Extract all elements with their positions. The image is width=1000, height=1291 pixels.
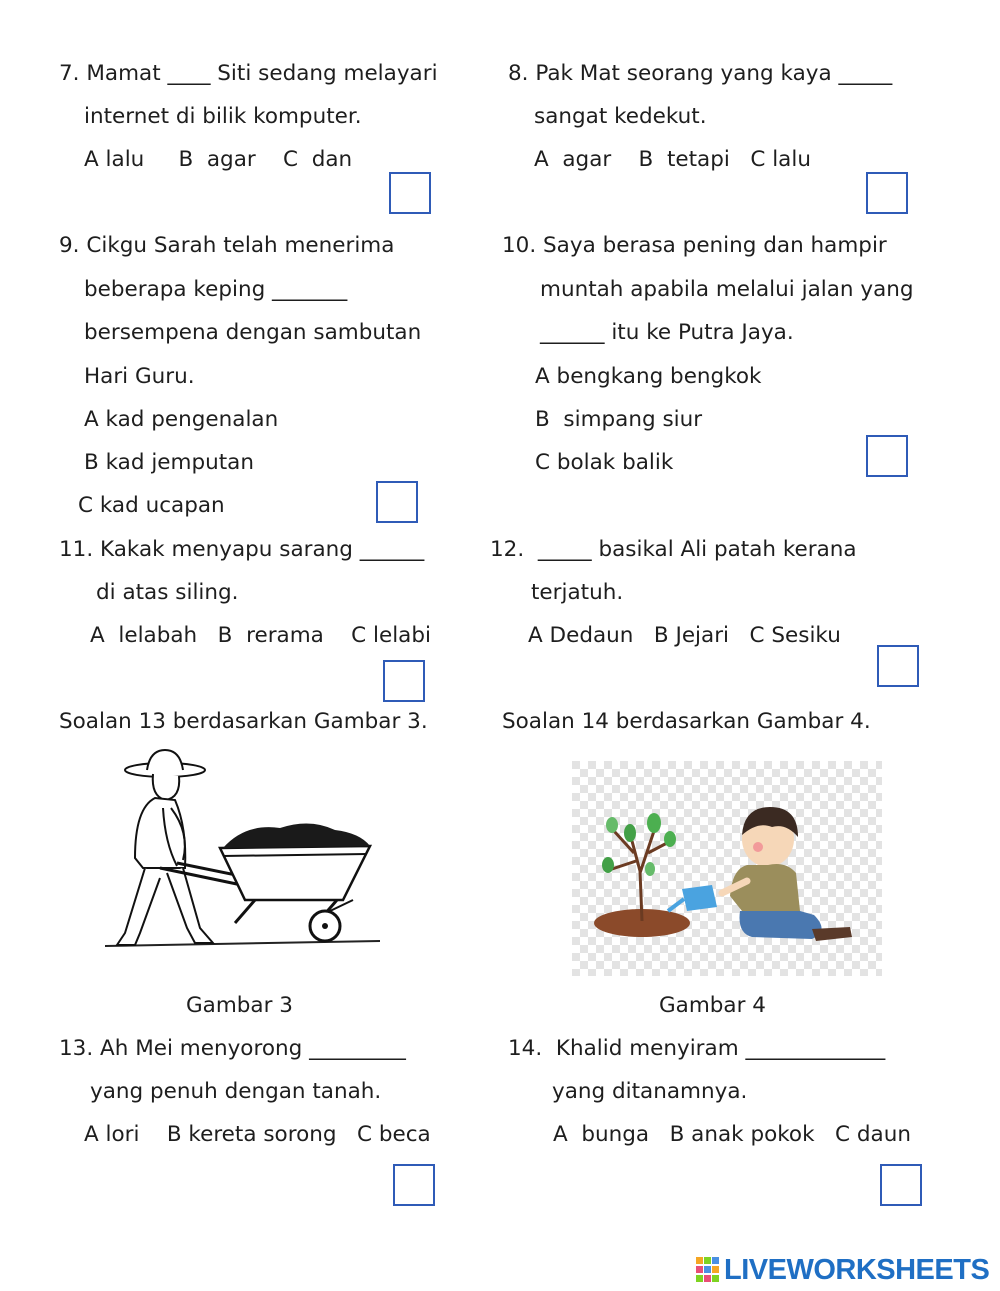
q7-answer-box[interactable]	[389, 172, 431, 214]
q11-line1: 11. Kakak menyapu sarang ______	[59, 537, 425, 562]
q7-line1: 7. Mamat ____ Siti sedang melayari	[59, 61, 438, 86]
q9-line4: Hari Guru.	[84, 364, 195, 389]
q9-line3: bersempena dengan sambutan	[84, 320, 422, 345]
gambar-3-caption: Gambar 3	[186, 993, 293, 1018]
q10-line1: 10. Saya berasa pening dan hampir	[502, 233, 887, 258]
q12-options: A Dedaun B Jejari C Sesiku	[528, 623, 841, 648]
q14-intro: Soalan 14 berdasarkan Gambar 4.	[502, 709, 871, 734]
gambar-4-caption: Gambar 4	[659, 993, 766, 1018]
q8-line1: 8. Pak Mat seorang yang kaya _____	[508, 61, 893, 86]
q14-options: A bunga B anak pokok C daun	[553, 1122, 911, 1147]
q10-option-a: A bengkang bengkok	[535, 364, 762, 389]
watering-plant-picture	[572, 761, 882, 976]
q9-option-b: B kad jemputan	[84, 450, 254, 475]
q12-line2: terjatuh.	[531, 580, 624, 605]
q9-answer-box[interactable]	[376, 481, 418, 523]
q7-line2: internet di bilik komputer.	[84, 104, 362, 129]
q14-answer-box[interactable]	[880, 1164, 922, 1206]
liveworksheets-logo-text: LIVEWORKSHEETS	[724, 1253, 990, 1286]
q9-line2: beberapa keping _______	[84, 277, 348, 302]
q12-answer-box[interactable]	[877, 645, 919, 687]
q11-line2: di atas siling.	[96, 580, 239, 605]
liveworksheets-icon	[696, 1257, 720, 1283]
q11-answer-box[interactable]	[383, 660, 425, 702]
q13-line1: 13. Ah Mei menyorong _________	[59, 1036, 406, 1061]
liveworksheets-logo[interactable]	[696, 1255, 989, 1285]
wheelbarrow-picture	[105, 748, 385, 958]
q13-answer-box[interactable]	[393, 1164, 435, 1206]
q8-line2: sangat kedekut.	[534, 104, 707, 129]
q9-option-c: C kad ucapan	[78, 493, 225, 518]
q14-line2: yang ditanamnya.	[552, 1079, 748, 1104]
q10-line3: ______ itu ke Putra Jaya.	[540, 320, 794, 345]
q10-answer-box[interactable]	[866, 435, 908, 477]
q9-option-a: A kad pengenalan	[84, 407, 279, 432]
q10-option-b: B simpang siur	[535, 407, 703, 432]
q10-option-c: C bolak balik	[535, 450, 674, 475]
q11-options: A lelabah B rerama C lelabi	[90, 623, 431, 648]
q14-line1: 14. Khalid menyiram _____________	[508, 1036, 886, 1061]
q8-answer-box[interactable]	[866, 172, 908, 214]
q12-line1: 12. _____ basikal Ali patah kerana	[490, 537, 857, 562]
q8-options: A agar B tetapi C lalu	[534, 147, 811, 172]
q13-line2: yang penuh dengan tanah.	[90, 1079, 382, 1104]
q13-intro: Soalan 13 berdasarkan Gambar 3.	[59, 709, 428, 734]
q10-line2: muntah apabila melalui jalan yang	[540, 277, 914, 302]
q7-options: A lalu B agar C dan	[84, 147, 353, 172]
q13-options: A lori B kereta sorong C beca	[84, 1122, 431, 1147]
q9-line1: 9. Cikgu Sarah telah menerima	[59, 233, 395, 258]
